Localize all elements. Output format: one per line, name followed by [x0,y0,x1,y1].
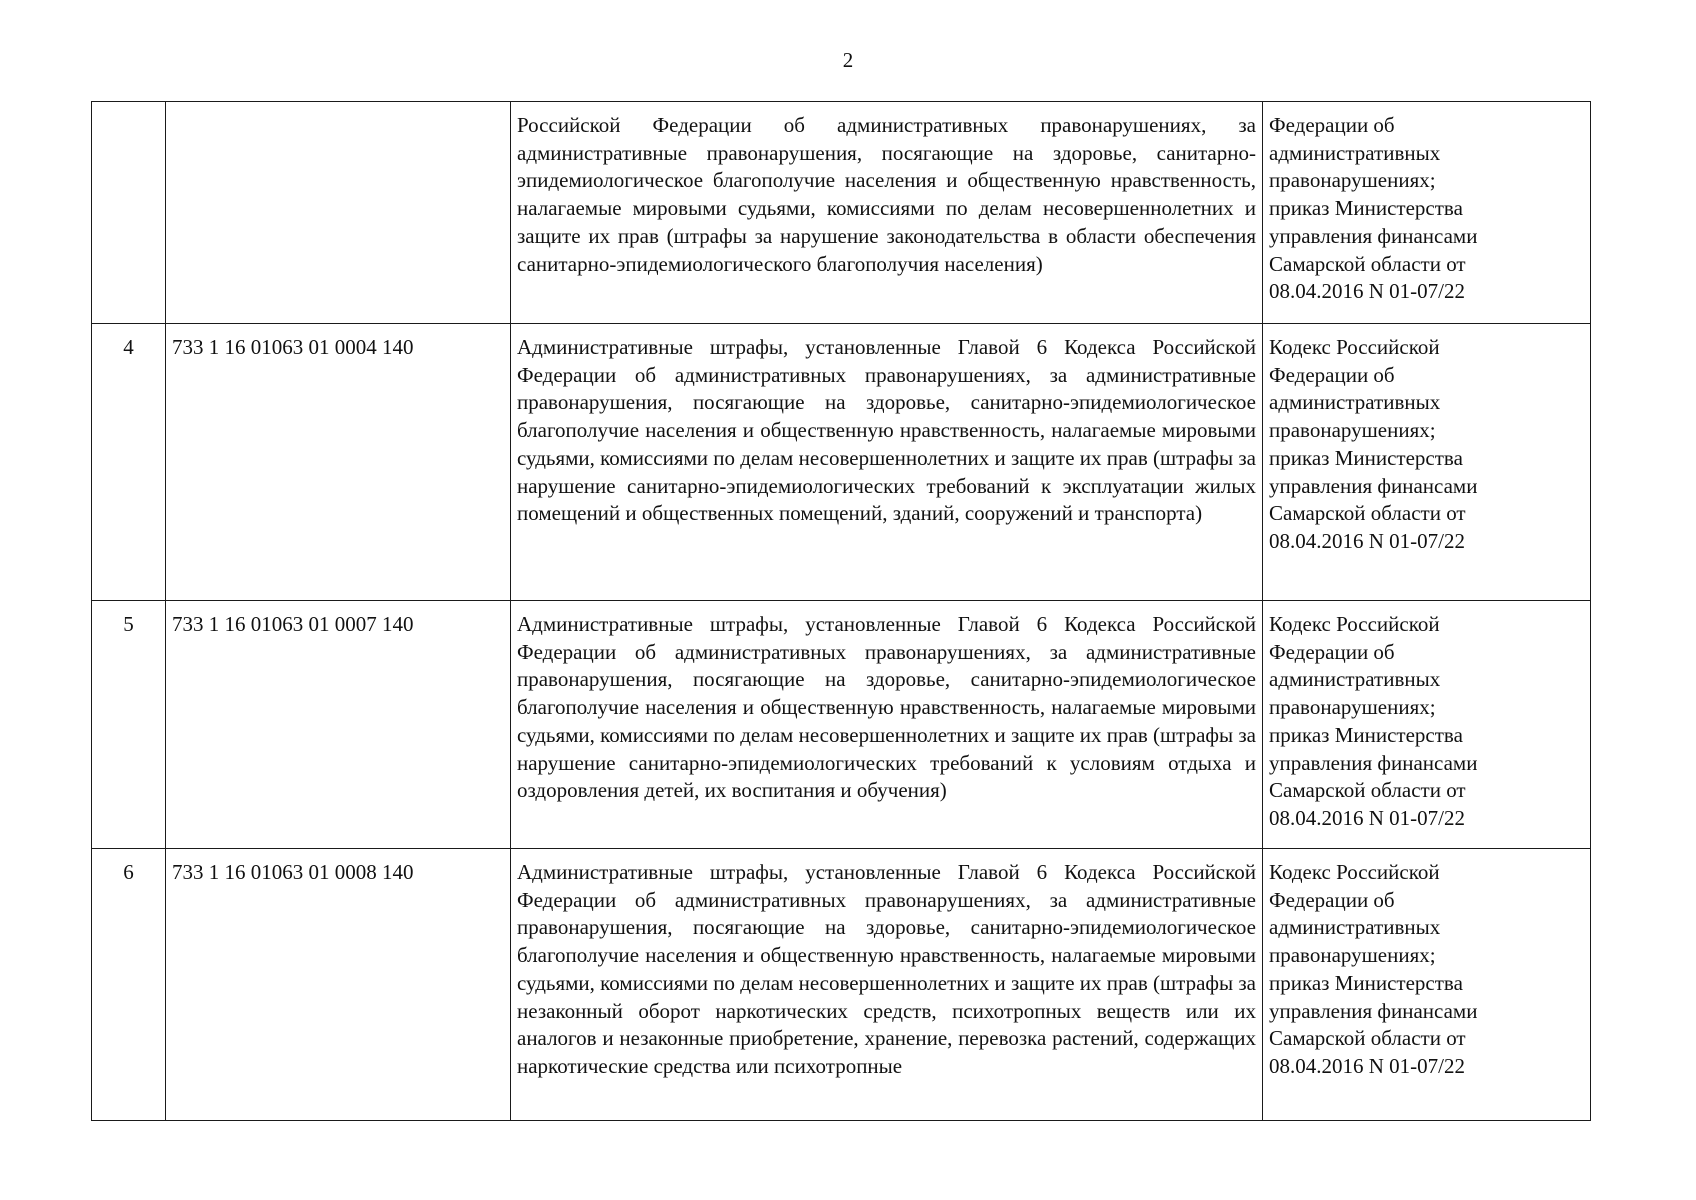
page-number: 2 [842,48,854,72]
budget-code: 733 1 16 01063 01 0008 140 [166,849,511,1121]
table-row [92,849,1591,1121]
row-number [92,102,166,324]
income-description: Административные штрафы, установленные Главой 6 Кодекса Российской Федерации об административных правонарушениях, за административные правонарушения, посягающие на здоровье, санитарно-эпидемиологическое благополучие населения и общественную нравственность, налагаемые мировыми судьями, комиссиями по делам несовершеннолетних и защите их прав (штрафы за нарушение санитарно-эпидемиологических требований к эксплуатации жилых помещений и общественных помещений, зданий, сооружений и транспорта) [511,324,1263,601]
income-description: Административные штрафы, установленные Главой 6 Кодекса Российской Федерации об административных правонарушениях, за административные правонарушения, посягающие на здоровье, санитарно-эпидемиологическое благополучие населения и общественную нравственность, налагаемые мировыми судьями, комиссиями по делам несовершеннолетних и защите их прав (штрафы за незаконный оборот наркотических средств, психотропных веществ или их аналогов и незаконные приобретение, хранение, перевозка растений, содержащих наркотические средства или психотропные [511,849,1263,1121]
table-row [92,601,1591,849]
row-number: 4 [92,324,166,601]
income-description: Российской Федерации об административных правонарушениях, за административные правонарушения, посягающие на здоровье, санитарно-эпидемиологическое благополучие населения и общественную нравственность, налагаемые мировыми судьями, комиссиями по делам несовершеннолетних и защите их прав (штрафы за нарушение законодательства в области обеспечения санитарно-эпидемиологического благополучия населения) [511,102,1263,324]
legal-basis: Кодекс Российской Федерации об административных правонарушениях; приказ Министерства управления финансами Самарской области от 08.04.2016 N 01-07/22 [1263,601,1591,849]
fines-table [91,101,1591,1121]
row-number: 5 [92,601,166,849]
income-description: Административные штрафы, установленные Главой 6 Кодекса Российской Федерации об административных правонарушениях, за административные правонарушения, посягающие на здоровье, санитарно-эпидемиологическое благополучие населения и общественную нравственность, налагаемые мировыми судьями, комиссиями по делам несовершеннолетних и защите их прав (штрафы за нарушение санитарно-эпидемиологических требований к условиям отдыха и оздоровления детей, их воспитания и обучения) [511,601,1263,849]
row-number: 6 [92,849,166,1121]
budget-code: 733 1 16 01063 01 0004 140 [166,324,511,601]
legal-basis: Федерации об административных правонарушениях; приказ Министерства управления финансами Самарской области от 08.04.2016 N 01-07/22 [1263,102,1591,324]
legal-basis: Кодекс Российской Федерации об административных правонарушениях; приказ Министерства управления финансами Самарской области от 08.04.2016 N 01-07/22 [1263,849,1591,1121]
budget-code [166,102,511,324]
legal-basis: Кодекс Российской Федерации об административных правонарушениях; приказ Министерства управления финансами Самарской области от 08.04.2016 N 01-07/22 [1263,324,1591,601]
budget-code: 733 1 16 01063 01 0007 140 [166,601,511,849]
table-row [92,102,1591,324]
table-row [92,324,1591,601]
